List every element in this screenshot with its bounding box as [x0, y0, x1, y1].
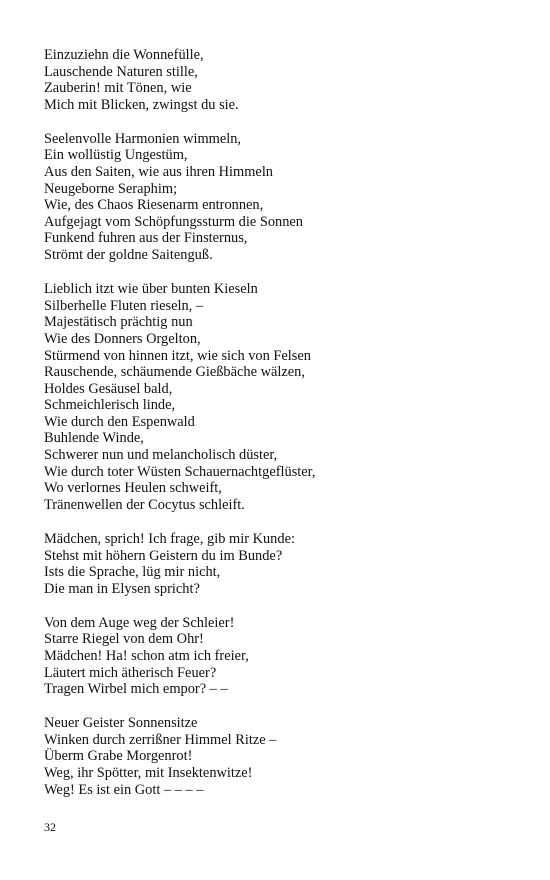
poem-line: Strömt der goldne Saitenguß.	[44, 247, 213, 264]
stanza-2	[44, 131, 514, 264]
poem-line: Rauschende, schäumende Gießbäche wälzen,	[44, 364, 305, 381]
poem-line: Tragen Wirbel mich empor? – –	[44, 681, 228, 698]
poem-line: Ists die Sprache, lüg mir nicht,	[44, 564, 221, 581]
poem-line: Funkend fuhren aus der Finsternus,	[44, 230, 248, 247]
poem-line: Lieblich itzt wie über bunten Kieseln	[44, 281, 258, 298]
stanza-6	[44, 715, 514, 798]
poem-line: Wie durch den Espenwald	[44, 413, 195, 430]
poem-line: Silberhelle Fluten rieseln, –	[44, 297, 204, 314]
poem-line: Mich mit Blicken, zwingst du sie.	[44, 96, 239, 113]
poem-line: Aufgejagt vom Schöpfungssturm die Sonnen	[44, 213, 304, 230]
poem-line: Wie des Donners Orgelton,	[44, 330, 201, 347]
poem-line: Überm Grabe Morgenrot!	[44, 748, 193, 765]
poem-line: Lauschende Naturen stille,	[44, 63, 198, 80]
poem-line: Von dem Auge weg der Schleier!	[44, 614, 235, 631]
poem-line: Wie, des Chaos Riesenarm entronnen,	[44, 197, 264, 214]
poem-line: Starre Riegel von dem Ohr!	[44, 631, 204, 648]
poem-line: Winken durch zerrißner Himmel Ritze –	[44, 731, 277, 748]
stanza-5	[44, 615, 514, 698]
poem-line: Zauberin! mit Tönen, wie	[44, 80, 192, 97]
stanza-3	[44, 281, 514, 513]
poem-line: Weg! Es ist ein Gott – – – –	[44, 781, 204, 798]
stanza-4	[44, 531, 514, 597]
poem-line: Schwerer nun und melancholisch düster,	[44, 447, 278, 464]
poem-line: Aus den Saiten, wie aus ihren Himmeln	[44, 164, 274, 181]
poem-line: Mädchen, sprich! Ich frage, gib mir Kunde:	[44, 530, 295, 547]
stanza-1	[44, 47, 514, 113]
poem-line: Tränenwellen der Cocytus schleift.	[44, 496, 245, 513]
poem-line: Stürmend von hinnen itzt, wie sich von Felsen	[44, 347, 311, 364]
poem-line: Majestätisch prächtig nun	[44, 314, 193, 331]
poem-line: Seelenvolle Harmonien wimmeln,	[44, 130, 242, 147]
poem-line: Schmeichlerisch linde,	[44, 397, 176, 414]
poem-line: Buhlende Winde,	[44, 430, 144, 447]
poem-line: Neugeborne Seraphim;	[44, 180, 178, 197]
poem-line: Die man in Elysen spricht?	[44, 580, 200, 597]
poem-line: Läutert mich ätherisch Feuer?	[44, 664, 217, 681]
poem-line: Wo verlornes Heulen schweift,	[44, 480, 222, 497]
poem-line: Wie durch toter Wüsten Schauernachtgeflüster,	[44, 463, 316, 480]
poem-line: Neuer Geister Sonnensitze	[44, 715, 198, 732]
poem-line: Ein wollüstig Ungestüm,	[44, 147, 188, 164]
poem-line: Mädchen! Ha! schon atm ich freier,	[44, 648, 249, 664]
poem-line: Stehst mit höhern Geistern du im Bunde?	[44, 547, 283, 564]
poem-text	[44, 47, 514, 816]
poem-line: Holdes Gesäusel bald,	[44, 380, 173, 397]
poem-line: Einzuziehn die Wonnefülle,	[44, 47, 204, 63]
page-number: 32	[44, 820, 56, 834]
poem-line: Weg, ihr Spötter, mit Insektenwitze!	[44, 765, 253, 782]
